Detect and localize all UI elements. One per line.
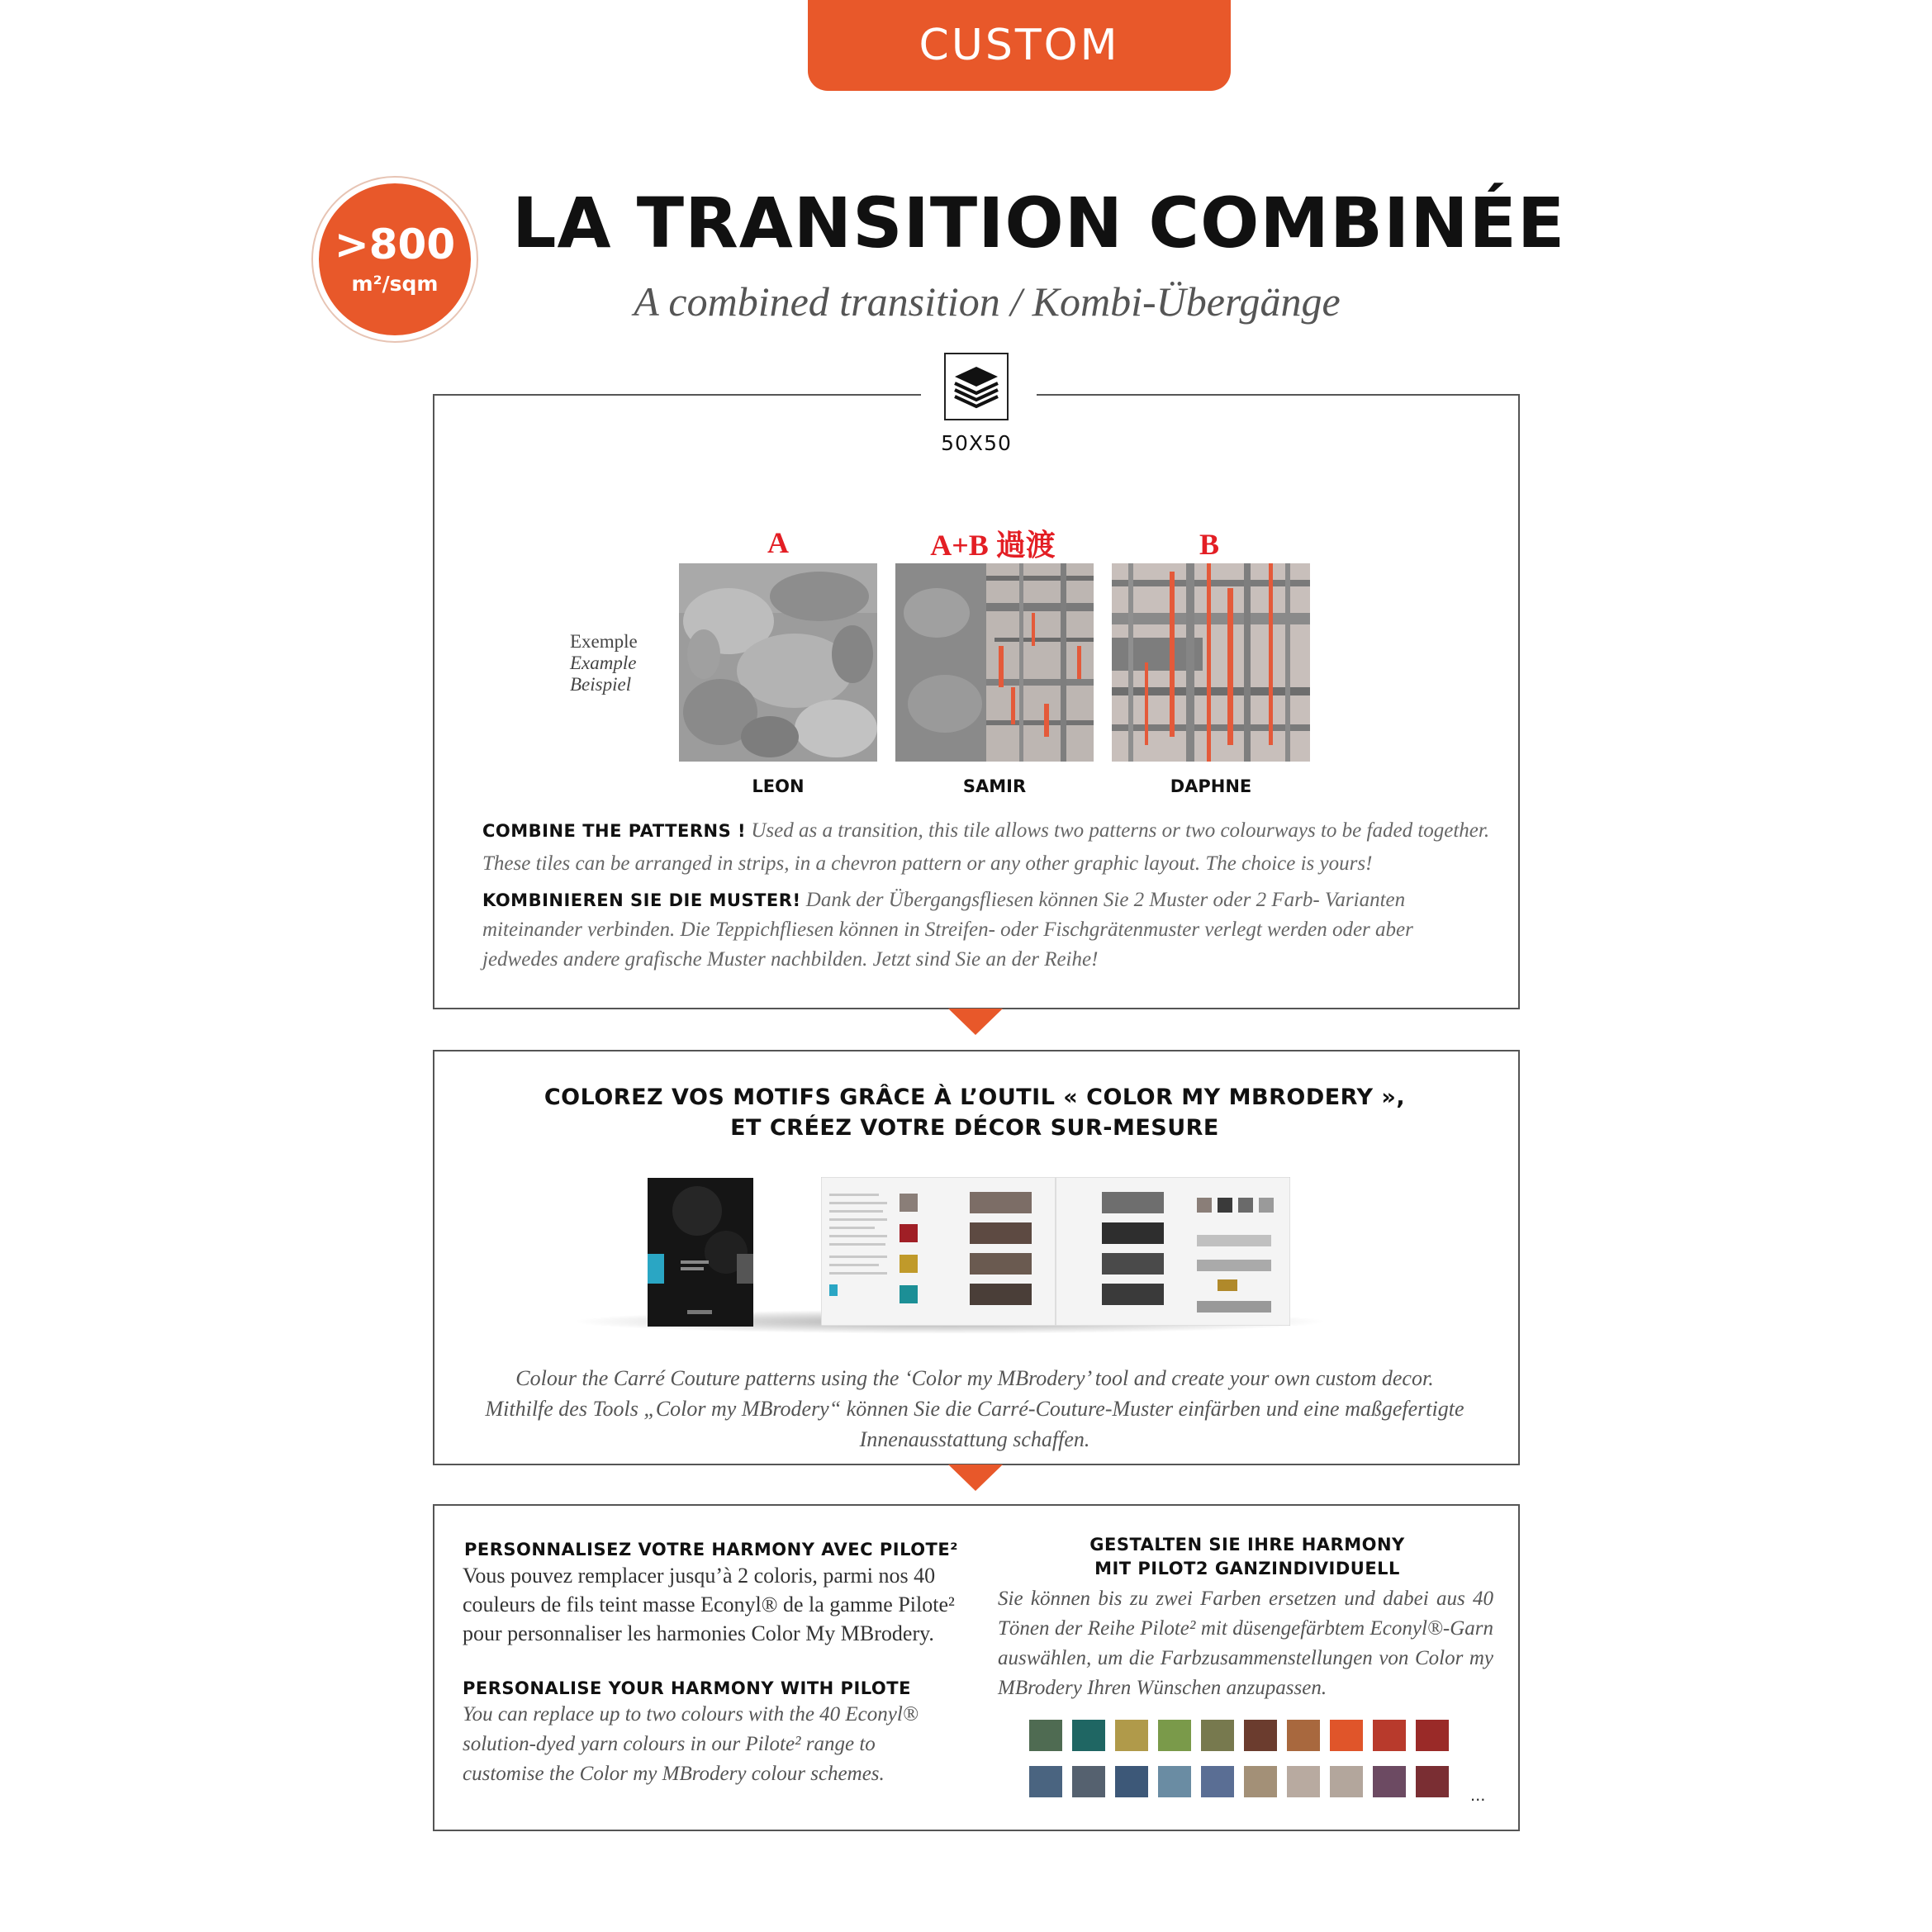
color-swatch [1201,1766,1234,1797]
tile-samir [895,563,1094,762]
combine-de-paragraph [482,885,1490,975]
pilote-de-heading-line2: MIT PILOT2 GANZINDIVIDUELL [1094,1559,1400,1578]
pilote-en-heading: PERSONALISE YOUR HARMONY WITH PILOTE [463,1678,911,1698]
color-swatch [1330,1766,1363,1797]
combine-en-heading: COMBINE THE PATTERNS ! [482,821,747,841]
pilote-en-text: You can replace up to two colours with the 40 Econyl® solution-dyed yarn colours in our Pilote² range to customise the Color my MBrodery colour schemes. [463,1703,919,1785]
color-swatch [1373,1766,1406,1797]
color-swatch-grid [1029,1720,1475,1802]
pilote-fr-text: Vous pouvez remplacer jusqu’à 2 coloris, parmi nos 40 couleurs de fils teint masse Econyl® de la gamme Pilote² pour personnaliser les harmonies Color My MBrodery. [463,1564,955,1645]
badge-value: >800 [334,220,456,268]
color-swatch [1029,1766,1062,1797]
tile-header-b: B [1199,528,1219,561]
color-swatch [1244,1720,1277,1751]
color-tool-text-en: Colour the Carré Couture patterns using the ‘Color my MBrodery’ tool and create your own custom decor. [515,1366,1434,1390]
color-tool-heading [496,1082,1454,1143]
color-swatch [1287,1720,1320,1751]
color-swatch [1373,1720,1406,1751]
color-tool-text [463,1363,1487,1455]
example-de: Beispiel [570,674,632,695]
color-swatch [1416,1720,1449,1751]
tile-daphne [1112,563,1310,762]
color-swatch [1158,1766,1191,1797]
tile-name-samir: SAMIR [962,776,1027,796]
color-tool-text-de-1: Mithilfe des Tools „Color my MBrodery“ können Sie die Carré-Couture-Muster einfärben und eine maßgefertigte [485,1397,1464,1421]
color-swatch [1416,1766,1449,1797]
combine-en-text-2: These tiles can be arranged in strips, in a chevron pattern or any other graphic layout. The choice is yours! [482,852,1373,875]
custom-tab [808,0,1231,91]
area-badge [319,183,471,335]
example-fr: Exemple [570,631,638,652]
color-swatch [1029,1720,1062,1751]
color-swatch [1201,1720,1234,1751]
tile-header-a: A [767,526,789,559]
color-swatch [1115,1720,1148,1751]
color-swatch [1158,1720,1191,1751]
color-swatch [1072,1720,1105,1751]
combine-de-heading: KOMBINIEREN SIE DIE MUSTER! [482,890,801,910]
tile-header-ab: A+B 過渡 [930,529,1056,562]
tile-size-label: 50X50 [941,431,1012,455]
color-swatch [1244,1766,1277,1797]
color-swatch [1330,1720,1363,1751]
more-swatches-indicator: ... [1470,1784,1486,1805]
color-swatch [1072,1766,1105,1797]
example-en: Example [570,653,637,673]
page-title: LA TRANSITION COMBINÉE [512,183,1566,263]
custom-tab-label: CUSTOM [919,21,1120,70]
tile-leon [679,563,877,762]
arrow-down-icon [948,1009,1003,1035]
pilote-de-heading [999,1533,1495,1581]
catalog-spread-image [821,1177,1290,1326]
pilote-fr-heading: PERSONNALISEZ VOTRE HARMONY AVEC PILOTE² [464,1540,958,1559]
badge-unit: m²/sqm [351,271,439,296]
catalog-cover-image [648,1178,753,1327]
combine-en-text-1: Used as a transition, this tile allows two patterns or two colourways to be faded together. [746,819,1490,842]
tile-name-leon: LEON [752,776,805,796]
color-tool-text-de-2: Innenausstattung schaffen. [859,1427,1090,1451]
stacked-tiles-icon [944,353,1009,420]
combine-en-paragraph [482,816,1490,879]
pilote-de-text: Sie können bis zu zwei Farben ersetzen und dabei aus 40 Tönen der Reihe Pilote² mit düsengefärbtem Econyl®-Garn auswählen, um die Farbzusammenstellungen von Color my MBrodery Ihren Wünschen anzupassen. [998,1588,1493,1699]
page-subtitle: A combined transition / Kombi-Übergänge [634,278,1341,325]
pilote-de-heading-line1: GESTALTEN SIE IHRE HARMONY [1089,1535,1405,1555]
example-label [570,631,638,695]
color-swatch [1287,1766,1320,1797]
color-swatch [1115,1766,1148,1797]
arrow-down-icon [948,1464,1003,1491]
tile-name-daphne: DAPHNE [1170,776,1252,796]
combine-de-text: Dank der Übergangsfliesen können Sie 2 Muster oder 2 Farb- Varianten miteinander verbinden. Die Teppichfliesen können in Streifen- oder Fischgrätenmuster verlegt werden oder aber jedwedes andere grafische Muster nachbilden. Jetzt sind Sie an der Reihe! [482,889,1413,971]
color-tool-heading-line1: COLOREZ VOS MOTIFS GRÂCE À L’OUTIL « COLOR MY MBRODERY », [544,1085,1406,1110]
color-tool-heading-line2: ET CRÉEZ VOTRE DÉCOR SUR-MESURE [730,1115,1219,1141]
